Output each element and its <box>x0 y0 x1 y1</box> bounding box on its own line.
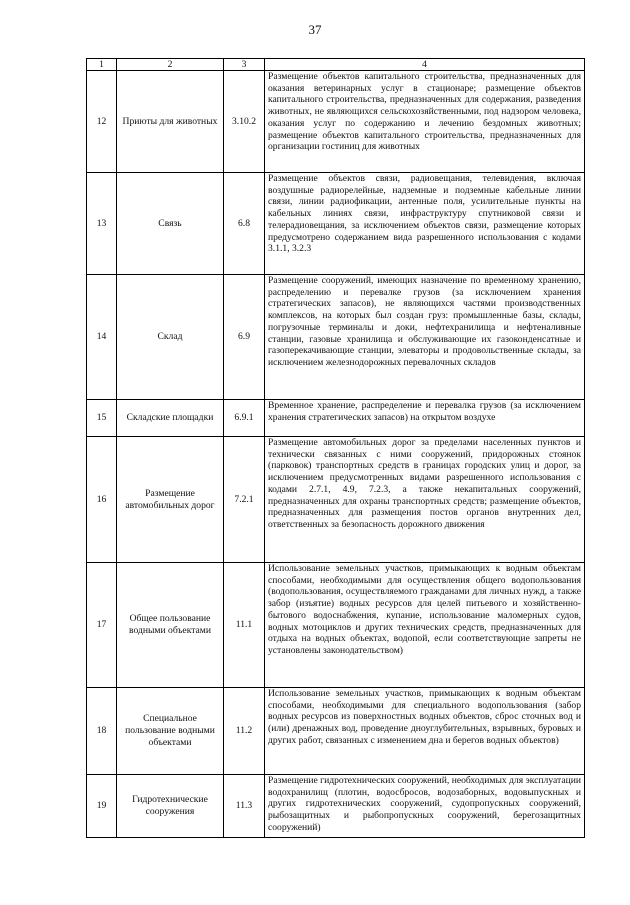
use-type-code: 6.9.1 <box>224 400 265 437</box>
use-type-name: Общее пользование водными объектами <box>117 563 224 688</box>
row-number: 13 <box>87 173 117 275</box>
page-number: 37 <box>308 22 322 37</box>
row-number: 12 <box>87 71 117 173</box>
use-type-description: Размещение сооружений, имеющих назначение по временному хранению, распределению и перевалке грузов (за исключением хранения стратегических запасов), не являющихся частями производственных комплексов, на которых был создан груз: промышленные базы, склады, погрузочные терминалы и доки, нефтехранилища и нефтеналивные станции, газовые хранилища и обслуживающие их газоконденсатные и газоперекачивающие станции, элеваторы и продовольственные склады, за исключением железнодорожных перевалочных складов <box>265 275 585 400</box>
use-type-code: 6.9 <box>224 275 265 400</box>
table-row <box>87 688 585 775</box>
use-type-description: Использование земельных участков, примыкающих к водным объектам способами, необходимыми для осуществления общего водопользования (водопользования, осуществляемого гражданами для личных нужд, а также забор (изъятие) водных ресурсов для целей питьевого и хозяйственно-бытового водоснабжения, купание, использование маломерных судов, водных мотоциклов и других технических средств, предназначенных для отдыха на водных объектах, водопой, если соответствующие запреты не установлены законодательством) <box>265 563 585 688</box>
table-row <box>87 173 585 275</box>
header-cell-3: 3 <box>224 59 265 71</box>
table-row <box>87 563 585 688</box>
use-type-description: Размещение гидротехнических сооружений, необходимых для эксплуатации водохранилищ (плотин, водосбросов, водозаборных, водовыпускных и других гидротехнических сооружений, судопропускных сооружений, рыбозащитных и рыбопропускных сооружений, берегозащитных сооружений) <box>265 775 585 838</box>
use-type-name: Гидротехнические сооружения <box>117 775 224 838</box>
use-type-name: Специальное пользование водными объектами <box>117 688 224 775</box>
use-type-name: Размещение автомобильных дорог <box>117 437 224 563</box>
use-type-code: 11.2 <box>224 688 265 775</box>
row-number: 19 <box>87 775 117 838</box>
row-number: 14 <box>87 275 117 400</box>
use-type-code: 6.8 <box>224 173 265 275</box>
use-type-description: Размещение объектов связи, радиовещания, телевидения, включая воздушные радиорелейные, надземные и подземные кабельные линии связи, линии радиофикации, антенные поля, усилительные пункты на кабельных линиях связи, инфраструктуру спутниковой связи и телерадиовещания, за исключением объектов связи, размещение которых предусмотрено содержанием вида разрешенного использования с кодами 3.1.1, 3.2.3 <box>265 173 585 275</box>
use-type-description: Размещение объектов капитального строительства, предназначенных для оказания ветеринарных услуг в стационаре; размещение объектов капитального строительства, предназначенных для содержания, разведения животных, не являющихся сельскохозяйственными, под надзором человека, оказания услуг по содержанию и лечению бездомных животных; размещение объектов капитального строительства, предназначенных для организации гостиниц для животных <box>265 71 585 173</box>
use-type-description: Размещение автомобильных дорог за пределами населенных пунктов и технически связанных с ними сооружений, придорожных стоянок (парковок) транспортных средств в границах городских улиц и дорог, за исключением предусмотренных видами разрешенного использования с кодами 2.7.1, 4.9, 7.2.3, а также некапитальных сооружений, предназначенных для охраны транспортных средств; размещение объектов, предназначенных для размещения постов органов внутренних дел, ответственных за безопасность дорожного движения <box>265 437 585 563</box>
table-row <box>87 275 585 400</box>
use-type-name: Связь <box>117 173 224 275</box>
row-number: 15 <box>87 400 117 437</box>
use-type-name: Складские площадки <box>117 400 224 437</box>
row-number: 17 <box>87 563 117 688</box>
table-row <box>87 775 585 838</box>
use-type-code: 11.3 <box>224 775 265 838</box>
use-type-description: Использование земельных участков, примыкающих к водным объектам способами, необходимыми для специального водопользования (забор водных ресурсов из поверхностных водных объектов, сброс сточных вод и (или) дренажных вод, проведение дноуглубительных, взрывных, буровых и других работ, связанных с изменением дна и берегов водных объектов) <box>265 688 585 775</box>
table-row <box>87 71 585 173</box>
header-cell-2: 2 <box>117 59 224 71</box>
use-type-name: Склад <box>117 275 224 400</box>
table-header-row <box>87 59 585 71</box>
row-number: 18 <box>87 688 117 775</box>
use-type-code: 11.1 <box>224 563 265 688</box>
use-type-name: Приюты для животных <box>117 71 224 173</box>
use-type-code: 7.2.1 <box>224 437 265 563</box>
header-cell-1: 1 <box>87 59 117 71</box>
row-number: 16 <box>87 437 117 563</box>
use-type-description: Временное хранение, распределение и перевалка грузов (за исключением хранения стратегических запасов) на открытом воздухе <box>265 400 585 437</box>
use-type-code: 3.10.2 <box>224 71 265 173</box>
land-use-table <box>86 58 585 838</box>
header-cell-4: 4 <box>265 59 585 71</box>
table-row <box>87 437 585 563</box>
table-row <box>87 400 585 437</box>
